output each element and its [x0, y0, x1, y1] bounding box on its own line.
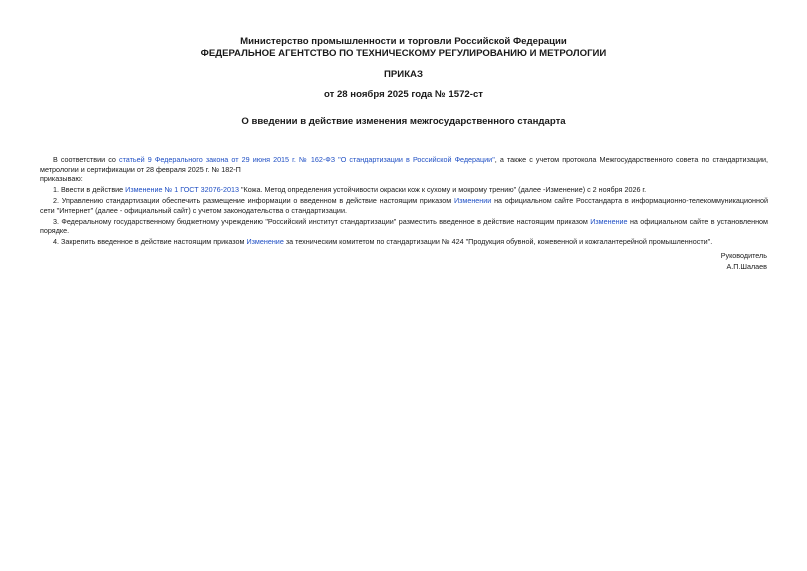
change-link-4[interactable]: Изменение: [246, 237, 284, 246]
item-1-post: "Кожа. Метод определения устойчивости окраски кож к сухому и мокрому трению" (далее -Изменение) с 2 ноября 2026 г.: [239, 185, 647, 194]
agency-name: ФЕДЕРАЛЬНОЕ АГЕНТСТВО ПО ТЕХНИЧЕСКОМУ РЕГУЛИРОВАНИЮ И МЕТРОЛОГИИ: [200, 48, 607, 59]
intro-paragraph: [40, 155, 768, 174]
signature-block: [721, 251, 767, 272]
gost-change-link[interactable]: Изменение № 1 ГОСТ 32076-2013: [125, 185, 239, 194]
ministry-name: Министерство промышленности и торговли Российской Федерации: [240, 36, 567, 47]
document-date-number: от 28 ноября 2025 года № 1572-ст: [323, 89, 483, 100]
item-4: [40, 237, 768, 247]
item-2: [40, 196, 768, 215]
item-4-post: за техническим комитетом по стандартизации № 424 "Продукция обувной, кожевенной и кожгалантерейной промышленности".: [283, 237, 713, 246]
change-link-2[interactable]: Изменении: [453, 196, 492, 205]
item-3: [40, 217, 768, 236]
item-1-pre: 1. Ввести в действие: [53, 185, 126, 194]
item-2-post: на официальном сайте Росстандарта в информационно-телекоммуникационной сети "Интернет" (далее - официальный сайт) с учетом законодательства о стандартизации.: [40, 196, 768, 215]
item-2-pre: 2. Управлению стандартизации обеспечить размещение информации о введенном в действие настоящим приказом: [53, 196, 454, 205]
item-3-pre: 3. Федеральному государственному бюджетному учреждению "Российский институт стандартизации" разместить введенное в действие настоящим приказом: [53, 216, 591, 226]
order-word: приказываю:: [40, 174, 83, 183]
document-body: [40, 155, 768, 247]
document-type: ПРИКАЗ: [384, 69, 423, 80]
item-3-post: на официальном сайте в установленном порядке.: [40, 216, 768, 235]
intro-text-pre: В соответствии со: [53, 155, 119, 164]
signatory-name: А.П.Шалаев: [726, 261, 767, 271]
change-link-3[interactable]: Изменение: [590, 216, 628, 226]
item-4-pre: 4. Закрепить введенное в действие настоящим приказом: [53, 237, 247, 246]
document-title: О введении в действие изменения межгосударственного стандарта: [241, 116, 566, 127]
item-1: [40, 185, 768, 195]
signatory-role: Руководитель: [720, 251, 767, 260]
federal-law-link[interactable]: статьей 9 Федерального закона от 29 июня 2015 г. № 162-ФЗ "О стандартизации в Российской Федерации": [119, 155, 495, 164]
intro-text-post: , а также с учетом протокола Межгосударственного совета по стандартизации, метрологии и сертификации от 28 февраля 2025 г. № 182-П: [40, 155, 769, 174]
